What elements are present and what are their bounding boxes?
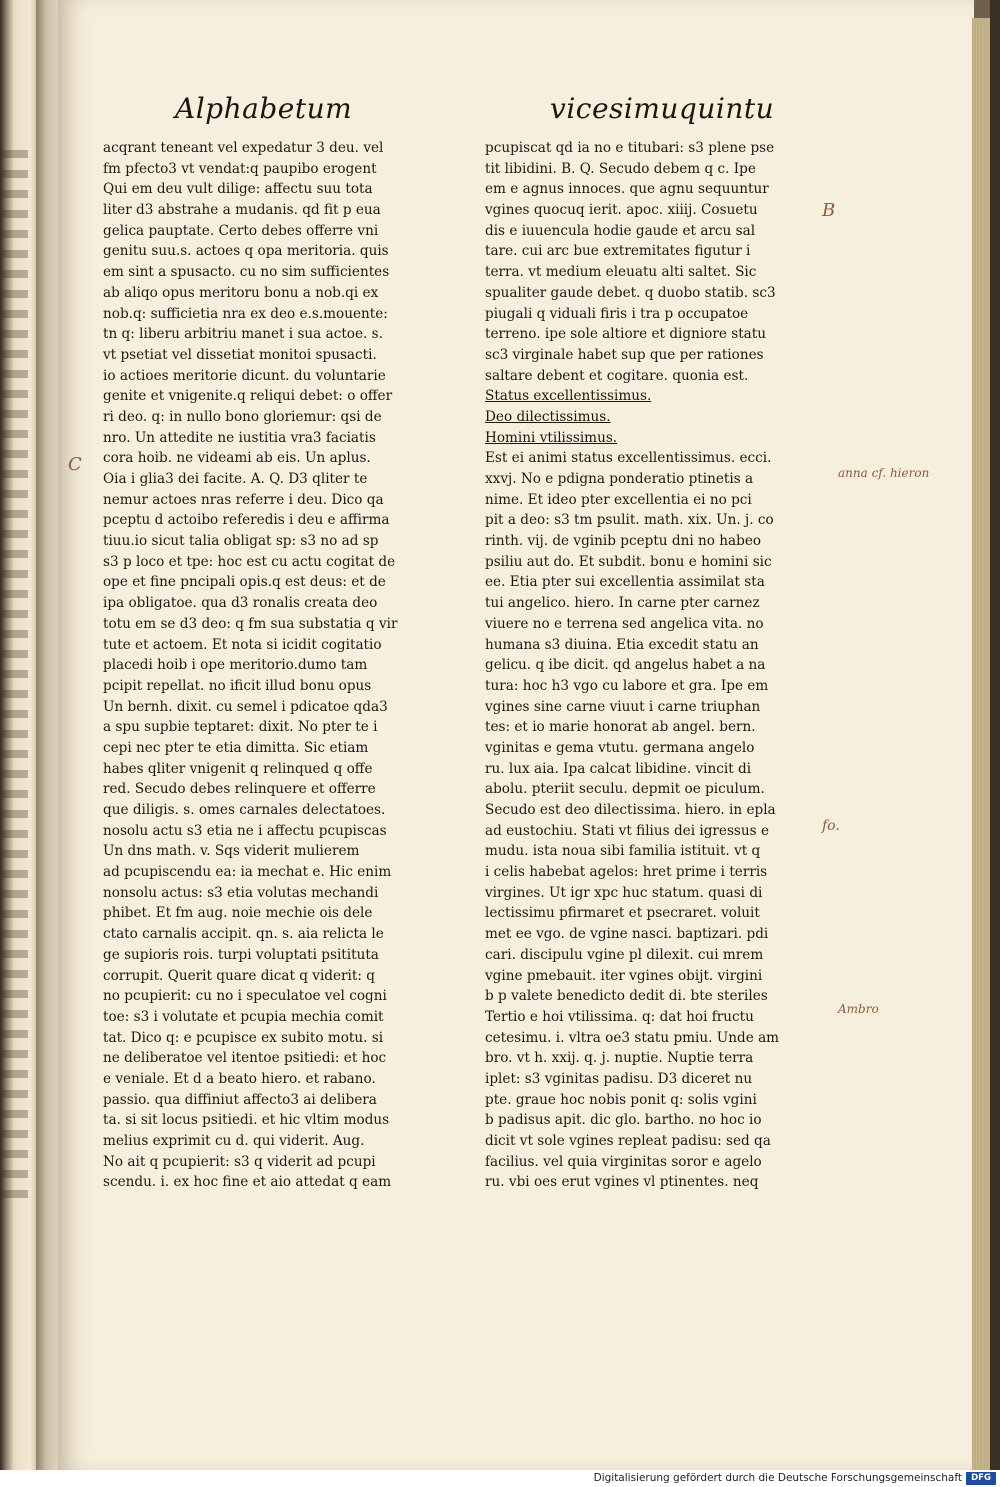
text-line: tes: et io marie honorat ab angel. bern. [485,719,756,736]
text-line: ne deliberatoe vel itentoe psitiedi: et hoc [103,1050,387,1067]
text-line: scendu. i. ex hoc fine et aio attedat q eam [103,1174,392,1191]
text-line: tute et actoem. Et nota si icidit cogitatio [103,636,382,653]
marginal-note: C [68,454,82,475]
text-line: bro. vt h. xxij. q. j. nuptie. Nuptie terra [485,1050,754,1067]
text-line: sc3 virginale habet sup que per rationes [485,346,764,363]
text-line: toe: s3 i volutate et pcupia mechia comit [103,1008,384,1025]
marginal-note: B [822,200,836,221]
text-line: io actioes meritorie dicunt. du voluntarie [103,367,386,384]
text-line: corrupit. Querit quare dicat q viderit: q [103,967,375,984]
text-line: totu em se d3 deo: q fm sua substatia q vir [103,615,398,632]
text-line: em sint a spusacto. cu no sim sufficientes [103,264,390,281]
text-line: Status excellentissimus. [485,388,652,405]
text-line: gelicu. q ibe dicit. qd angelus habet a na [485,657,766,674]
text-line: cetesimu. i. vltra oe3 statu pmiu. Unde am [485,1029,780,1046]
text-line: b padisus apit. dic glo. bartho. no hoc io [485,1112,762,1129]
text-line: e veniale. Et d a beato hiero. et rabano. [103,1070,376,1087]
adjacent-page-text-fragment [2,150,28,1200]
text-line: nemur actoes nras referre i deu. Dico qa [103,491,384,508]
text-line: melius exprimit cu d. qui viderit. Aug. [103,1133,365,1149]
text-line: red. Secudo debes relinquere et offerre [103,781,376,798]
text-line: liter d3 abstrahe a mudanis. qd fit p eua [103,202,381,219]
text-line: cepi nec pter te etia dimitta. Sic etiam [103,739,369,756]
text-line: terreno. ipe sole altiore et digniore statu [485,326,766,343]
text-line: saltare debent et cogitare. quonia est. [485,367,749,384]
text-line: i celis habebat agelos: hret prime i terris [485,864,768,881]
text-line: passio. qua diffiniut affecto3 ai delibera [103,1091,377,1108]
text-line: tare. cui arc bue extremitates figutur i [485,243,751,260]
text-line: viuere no e terrena sed angelica vita. no [485,615,764,632]
text-line: No ait q pcupierit: s3 q viderit ad pcupi [103,1153,376,1170]
text-line: tat. Dico q: e pcupisce ex subito motu. si [103,1029,384,1046]
text-line: piugali q viduali firis i tra p occupatoe [485,305,749,322]
text-line: nosolu actu s3 etia ne i affectu pcupiscas [103,822,387,839]
text-line: ctato carnalis accipit. qn. s. aia relicta le [103,926,384,943]
text-line: Tertio e hoi vtilissima. q: dat hoi fructu [485,1008,754,1025]
text-line: cora hoib. ne videami ab eis. Un aplus. [103,450,371,467]
text-line: phibet. Et fm aug. noie mechie ois dele [103,905,373,922]
text-line: acqrant teneant vel expedatur 3 deu. vel [103,140,384,156]
text-line: em e agnus innoces. que agnu sequuntur [485,181,769,198]
text-column-right [485,138,803,1193]
text-line: pcipit repellat. no ificit illud bonu opus [103,677,372,694]
text-line: vgine pmebauit. iter vgines obijt. virgini [485,967,763,984]
text-line: fm pfecto3 vt vendat:q paupibo erogent [103,160,377,177]
text-line: tn q: liberu arbitriu manet i sua actoe. s. [103,326,383,343]
text-line: pit a deo: s3 tm psulit. math. xix. Un. j. co [485,512,774,529]
running-head-right: vicesimuquintu [550,92,775,125]
text-line: Secudo est deo dilectissima. hiero. in epla [485,802,776,818]
text-line: lectissimu pfirmaret et psecraret. voluit [485,905,760,922]
text-line: placedi hoib i ope meritorio.dumo tam [103,657,368,674]
text-line: ru. lux aia. Ipa calcat libidine. vincit di [485,760,752,777]
text-line: habes qliter vnigenit q relinqued q offe [103,760,373,777]
text-line: nonsolu actus: s3 etia volutas mechandi [103,884,379,901]
text-line: ipa obligatoe. qua d3 ronalis creata deo [103,595,378,612]
adjacent-page-edge [0,0,36,1487]
text-line: ta. si sit locus psitiedi. et hic vltim modus [103,1112,390,1129]
text-line: ad pcupiscendu ea: ia mechat e. Hic enim [103,864,392,881]
text-line: Oia i glia3 dei facite. A. Q. D3 qliter te [103,471,368,487]
text-line: ee. Etia pter sui excellentia assimilat sta [485,574,765,591]
text-line: genite et vnigenite.q reliqui debet: o offer [103,388,393,405]
marginal-note: Ambro [838,1002,879,1016]
text-line: mudu. ista noua sibi familia istituit. vt q [485,843,761,860]
text-line: gelica pauptate. Certo debes offerre vni [103,222,379,239]
text-line: humana s3 diuina. Etia excedit statu an [485,636,759,653]
text-line: Deo dilectissimus. [485,408,611,425]
text-line: psiliu aut do. Et subdit. bonu e homini sic [485,553,772,570]
text-line: tui angelico. hiero. In carne pter carnez [485,595,760,612]
text-line: pcupiscat qd ia no e titubari: s3 plene pse [485,140,775,156]
text-line: Homini vtilissimus. [485,429,618,446]
text-line: rinth. vij. de vginib pceptu dni no habeo [485,533,762,550]
text-line: ri deo. q: in nullo bono gloriemur: qsi de [103,408,382,425]
text-line: vginitas e gema vtutu. germana angelo [485,739,755,756]
dfg-logo: DFG [966,1472,996,1485]
text-line: dis e iuuencula hodie gaude et arcu sal [485,222,756,239]
text-line: Qui em deu vult dilige: affectu suu tota [103,181,373,198]
text-line: dicit vt sole vgines repleat padisu: sed qa [485,1133,771,1149]
text-line: abolu. pteriit seculu. depmit oe piculum. [485,781,765,798]
text-line: Un dns math. v. Sqs viderit mulierem [103,843,360,860]
text-line: que diligis. s. omes carnales delectatoes. [103,802,386,818]
text-line: ab aliqo opus meritoru bonu a nob.qi ex [103,284,379,301]
text-line: tiuu.io sicut talia obligat sp: s3 no ad sp [103,533,379,550]
text-line: vgines sine carne viuut i carne triuphan [485,698,761,715]
text-line: tura: hoc h3 vgo cu labore et gra. Ipe em [485,677,769,694]
text-line: virgines. Ut igr xpc huc statum. quasi di [485,884,763,901]
text-line: spualiter gaude debet. q duobo statib. sc3 [485,284,776,301]
text-line: ru. vbi oes erut vgines vl ptinentes. neq [485,1174,759,1191]
text-line: Un bernh. dixit. cu semel i pdicatoe qda3 [103,698,388,715]
funding-credit: Digitalisierung gefördert durch die Deutsche Forschungsgemeinschaft [593,1472,962,1484]
text-line: vgines quocuq ierit. apoc. xiiij. Cosuetu [485,202,758,219]
text-line: Est ei animi status excellentissimus. ecci. [485,450,772,467]
text-line: vt psetiat vel dissetiat monitoi spusacti. [103,346,377,363]
text-line: ope et fine pncipali opis.q est deus: et de [103,574,386,591]
text-line: nob.q: sufficietia nra ex deo e.s.mouente: [103,305,388,322]
text-line: b p valete benedicto dedit di. bte steriles [485,988,768,1005]
text-column-left [103,138,421,1193]
text-line: tit libidini. B. Q. Secudo debem q c. Ipe [485,160,756,177]
text-line: a spu supbie teptaret: dixit. No pter te i [103,719,378,736]
text-line: xxvj. No e pdigna ponderatio ptinetis a [485,471,754,487]
marginal-note: fo. [822,818,840,834]
text-line: met ee vgo. de vgine nasci. baptizari. pdi [485,926,769,943]
text-line: no pcupierit: cu no i speculatoe vel cogni [103,988,387,1005]
marginal-note: anna cf. hieron [838,466,930,480]
text-line: genitu suu.s. actoes q opa meritoria. quis [103,243,389,260]
text-line: pte. graue hoc nobis ponit q: solis vgini [485,1091,757,1108]
text-line: s3 p loco et tpe: hoc est cu actu cogitat de [103,553,396,570]
text-line: iplet: s3 vginitas padisu. D3 diceret nu [485,1070,753,1087]
text-line: nime. Et ideo pter excellentia ei no pci [485,491,752,508]
running-head-left: Alphabetum [175,92,353,125]
text-line: pceptu d actoibo referedis i deu e affirma [103,512,390,529]
text-line: cari. discipulu vgine pl dilexit. cui mrem [485,946,764,963]
text-line: facilius. vel quia virginitas soror e agelo [485,1153,762,1170]
text-line: ge supioris rois. turpi voluptati psitituta [103,946,379,963]
text-line: ad eustochiu. Stati vt filius dei igressus e [485,822,770,839]
book-cover-edge [990,0,1000,1487]
text-line: nro. Un attedite ne iustitia vra3 faciatis [103,429,376,446]
text-line: terra. vt medium eleuatu alti saltet. Sic [485,264,757,281]
